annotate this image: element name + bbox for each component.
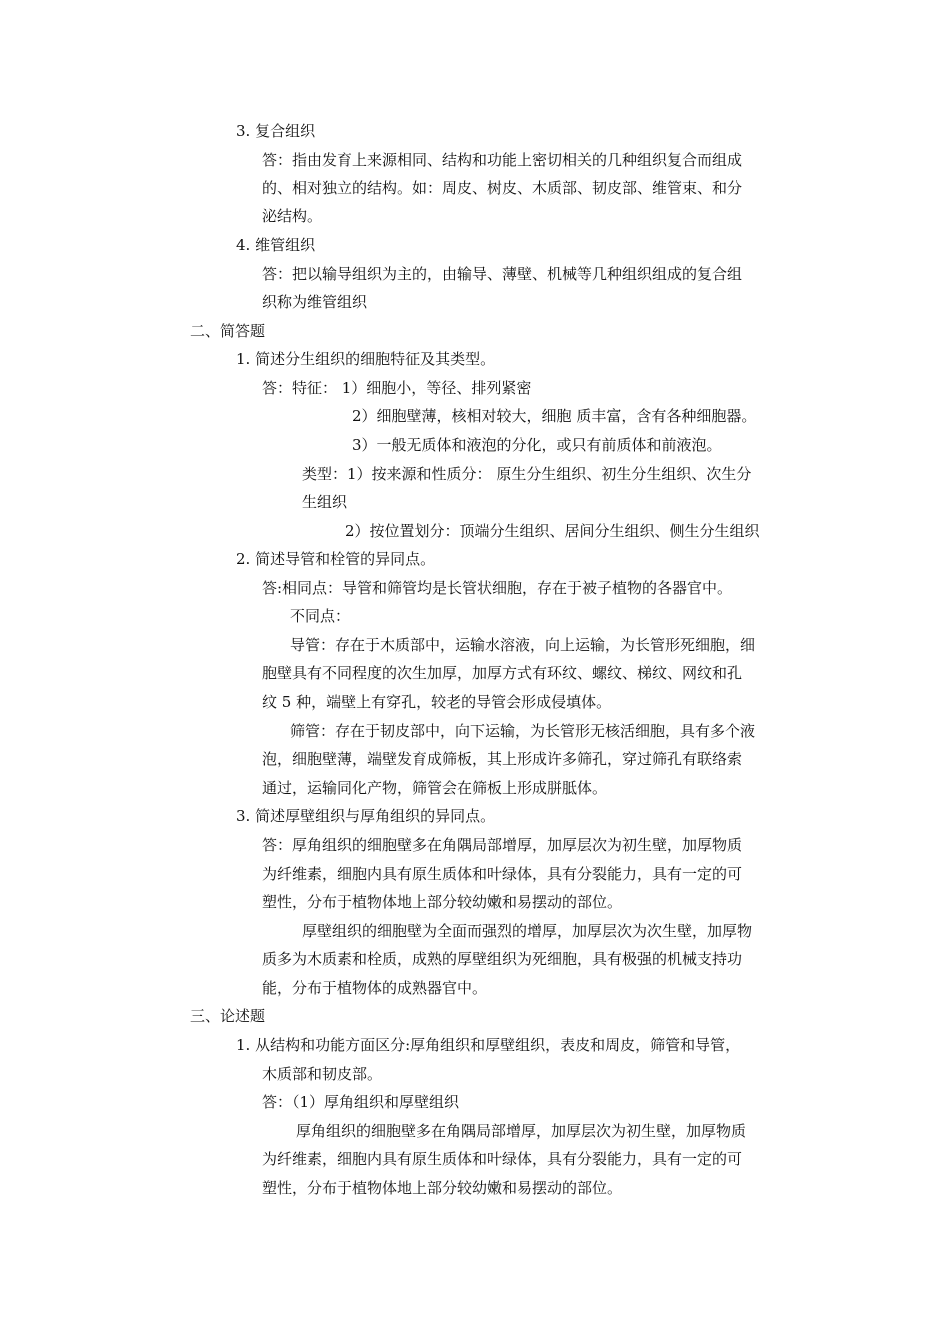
answer-text: 的、相对独立的结构。如：周皮、树皮、木质部、韧皮部、维管束、和分 (262, 179, 743, 197)
section-heading: 三、论述题 (190, 1007, 266, 1025)
item-heading: 1. 简述分生组织的细胞特征及其类型。 (236, 350, 496, 368)
answer-text: 为纤维素，细胞内具有原生质体和叶绿体，具有分裂能力，具有一定的可 (262, 1150, 743, 1168)
answer-text: 2）细胞壁薄，核相对较大，细胞 质丰富，含有各种细胞器。 (352, 407, 757, 425)
answer-text: 质多为木质素和栓质，成熟的厚壁组织为死细胞，具有极强的机械支持功 (262, 950, 743, 968)
section-heading: 二、简答题 (190, 322, 266, 340)
answer-text: 泌结构。 (262, 207, 323, 225)
answer-text: 通过，运输同化产物，筛管会在筛板上形成胼胝体。 (262, 779, 608, 797)
answer-text: 答：特征： 1）细胞小，等径、排列紧密 (262, 379, 532, 397)
answer-text: 能，分布于植物体的成熟器官中。 (262, 979, 488, 997)
answer-text: 为纤维素，细胞内具有原生质体和叶绿体，具有分裂能力，具有一定的可 (262, 865, 743, 883)
answer-text: 纹 5 种，端壁上有穿孔，较老的导管会形成侵填体。 (262, 693, 612, 711)
answer-text: 3）一般无质体和液泡的分化，或只有前质体和前液泡。 (352, 436, 722, 454)
answer-text: 筛管：存在于韧皮部中，向下运输，为长管形无核活细胞，具有多个液 (290, 722, 756, 740)
answer-text: 答：把以输导组织为主的，由输导、薄壁、机械等几种组织组成的复合组 (262, 265, 743, 283)
answer-text: 2）按位置划分：顶端分生组织、居间分生组织、侧生分生组织 (345, 522, 760, 540)
item-heading: 1. 从结构和功能方面区分:厚角组织和厚壁组织，表皮和周皮，筛管和导管， (236, 1036, 741, 1054)
answer-text: 答：（1）厚角组织和厚壁组织 (262, 1093, 460, 1111)
answer-text: 不同点： (290, 607, 351, 625)
answer-text: 厚壁组织的细胞壁为全面而强烈的增厚，加厚层次为次生壁，加厚物 (302, 922, 753, 940)
answer-text: 类型：1）按来源和性质分： 原生分生组织、初生分生组织、次生分 (302, 465, 752, 483)
item-heading: 3. 复合组织 (236, 122, 316, 140)
answer-text: 答：厚角组织的细胞壁多在角隅局部增厚，加厚层次为初生壁，加厚物质 (262, 836, 743, 854)
item-heading: 2. 简述导管和栓管的异同点。 (236, 550, 436, 568)
answer-text: 厚角组织的细胞壁多在角隅局部增厚，加厚层次为初生壁，加厚物质 (296, 1122, 747, 1140)
answer-text: 答:相同点：导管和筛管均是长管状细胞，存在于被子植物的各器官中。 (262, 579, 733, 597)
item-heading: 4. 维管组织 (236, 236, 316, 254)
answer-text: 塑性，分布于植物体地上部分较幼嫩和易摆动的部位。 (262, 893, 623, 911)
answer-text: 生组织 (302, 493, 348, 511)
answer-text: 答：指由发育上来源相同、结构和功能上密切相关的几种组织复合而组成 (262, 151, 743, 169)
item-heading: 3. 简述厚壁组织与厚角组织的异同点。 (236, 807, 496, 825)
answer-text: 导管：存在于木质部中，运输水溶液，向上运输，为长管形死细胞，细 (290, 636, 756, 654)
answer-text: 塑性，分布于植物体地上部分较幼嫩和易摆动的部位。 (262, 1179, 623, 1197)
answer-text: 胞壁具有不同程度的次生加厚，加厚方式有环纹、螺纹、梯纹、网纹和孔 (262, 664, 743, 682)
answer-text: 织称为维管组织 (262, 293, 368, 311)
answer-text: 泡，细胞壁薄，端壁发育成筛板，其上形成许多筛孔，穿过筛孔有联络索 (262, 750, 743, 768)
item-heading: 木质部和韧皮部。 (262, 1065, 383, 1083)
